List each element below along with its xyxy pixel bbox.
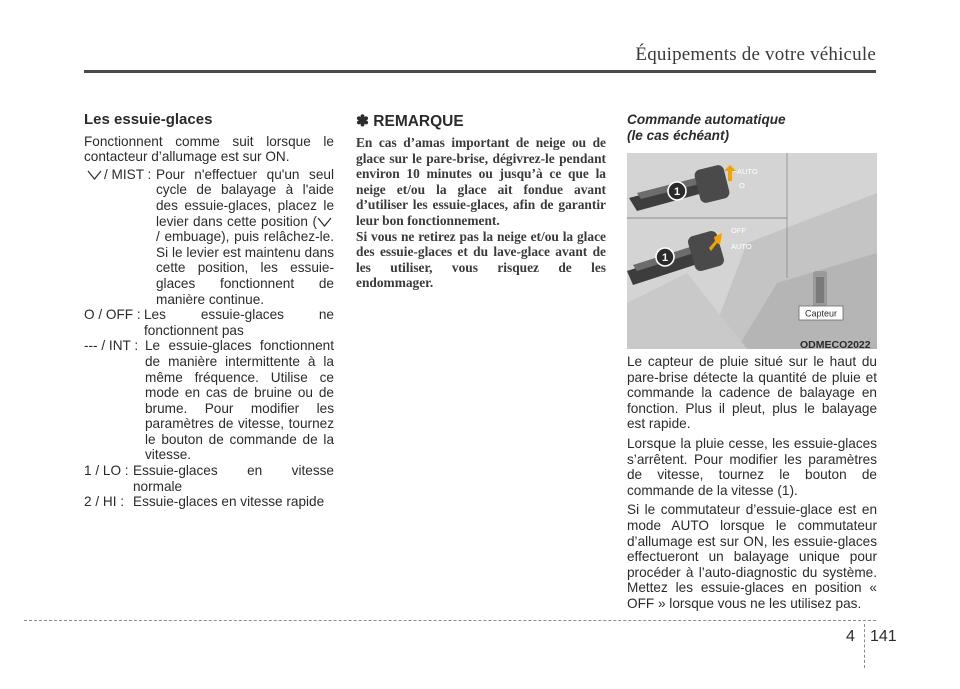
- def-term: 1 / LO :: [84, 463, 129, 479]
- auto-subheading-note: (le cas échéant): [627, 127, 729, 143]
- figure-caption: ODMECO2022: [800, 339, 871, 351]
- def-term: O / OFF :: [84, 307, 141, 323]
- wiper-lever-illustration: [627, 153, 877, 349]
- def-mist: [84, 167, 334, 307]
- def-desc: Essuie-glaces en vitesse normale: [133, 463, 334, 494]
- remark-title: ✽ REMARQUE: [356, 113, 464, 130]
- def-lo: [84, 463, 334, 494]
- remark-paragraph: Si vous ne retirez pas la neige et/ou la glace des essuie-glaces et du lave-glace avant de les utiliser, vous risquez de les endommager.: [356, 228, 606, 291]
- mist-v-icon: [87, 170, 102, 180]
- wiper-heading: Les essuie-glaces: [84, 111, 213, 128]
- label-capteur: Capteur: [804, 308, 838, 319]
- auto-subheading: Commande automatique: [627, 112, 786, 127]
- def-term-text: / MIST :: [104, 166, 152, 182]
- auto-paragraph: Lorsque la pluie cesse, les essuie-glaces s’arrêtent. Pour modifier les paramètres de vitesse, tournez le bouton de commande de la vitesse (1).: [627, 435, 877, 498]
- badge-1-upper: 1: [673, 186, 681, 198]
- remark-body: [356, 135, 606, 291]
- label-o: O: [739, 181, 745, 190]
- footer-rule: [24, 620, 876, 621]
- illustration-svg: [627, 153, 877, 349]
- header-rule: [84, 70, 876, 73]
- auto-paragraph: Si le commutateur d’essuie-glace est en mode AUTO lorsque le commutateur d’allumage est sur ON, les essuie-glaces effectueront un balayage unique pour procéder à l’auto-diagnostic du système. Mettez les essuie-glaces en position « OFF » lorsque vous ne les utilisez pas.: [627, 502, 877, 611]
- page-separator: [864, 624, 865, 668]
- def-term: --- / INT :: [84, 338, 139, 354]
- def-int: [84, 338, 334, 463]
- def-desc: Les essuie-glaces ne fonctionnent pas: [144, 307, 334, 338]
- def-term: [87, 167, 151, 183]
- def-desc-rest: / embuage), puis relâchez-le. Si le levier est maintenu dans cette position, les essuie-glaces fonctionnent de manière continue.: [156, 229, 334, 307]
- auto-paragraph: Le capteur de pluie situé sur le haut du pare-brise détecte la quantité de pluie et commande la cadence de balayage en fonction. Plus il pleut, plus le balayage est rapide.: [627, 354, 877, 432]
- auto-control-heading: [627, 112, 877, 143]
- label-auto-top: AUTO: [737, 167, 758, 176]
- mist-v-icon-inline: [317, 217, 332, 227]
- page-number: 141: [870, 628, 897, 645]
- def-hi: [84, 494, 334, 510]
- def-desc-text: Pour n'effectuer qu'un seul cycle de balayage à l'aide des essuie-glaces, placez le levier dans cette position: [156, 166, 334, 229]
- chapter-number: 4: [846, 628, 855, 645]
- wiper-modes-column: [84, 112, 334, 510]
- badge-1-lower: 1: [661, 252, 669, 264]
- def-off: [84, 307, 334, 338]
- wiper-intro: Fonctionnent comme suit lorsque le contacteur d’allumage est sur ON.: [84, 133, 334, 165]
- remark-paragraph: En cas d’amas important de neige ou de glace sur le pare-brise, dégivrez-le pendant environ 10 minutes ou jusqu’à ce que la neige et/ou la glace ait fondue avant d’utiliser les essuie-glaces, afin de garantir leur bon fonctionnement.: [356, 135, 606, 228]
- remark-column: [356, 112, 606, 291]
- def-desc: [84, 167, 334, 307]
- def-desc: Le essuie-glaces fonctionnent de manière intermittente à la même fréquence. Utilise ce mode en cas de bruine ou de brume. Pour modifier les paramètres de vitesse, tournez le bouton de commande de la vitesse.: [145, 338, 334, 463]
- def-desc: Essuie-glaces en vitesse rapide: [133, 494, 325, 510]
- label-auto-bottom: AUTO: [731, 242, 752, 251]
- def-term: 2 / HI :: [84, 494, 125, 510]
- def-desc-open: (: [312, 213, 317, 229]
- auto-description: [627, 354, 877, 616]
- label-off: OFF: [731, 226, 746, 235]
- section-title: Équipements de votre véhicule: [635, 44, 876, 65]
